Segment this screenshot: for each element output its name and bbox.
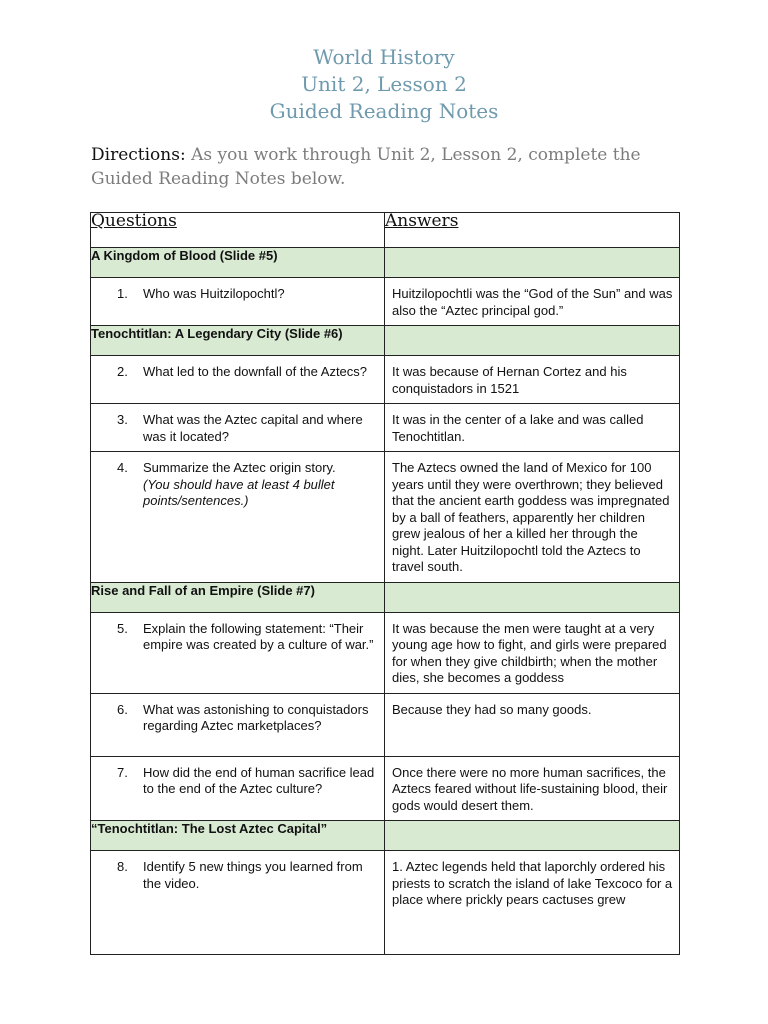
question-number: 5.: [117, 620, 128, 636]
answer-text: Huitzilopochtli was the “God of the Sun” and was also the “Aztec principal god.”: [392, 286, 673, 318]
question-text: Explain the following statement: “Their empire was created by a culture of war.”: [143, 620, 374, 652]
table-row: [91, 756, 680, 821]
answer-text: Once there were no more human sacrifices, the Aztecs feared without life-sustaining blood, their gods would desert them.: [392, 764, 668, 813]
answers-header: Answers: [385, 213, 680, 248]
question-number: 7.: [117, 764, 128, 780]
section-heading-row: [91, 582, 680, 612]
question-cell: [91, 452, 385, 583]
section-answer-blank: [385, 248, 680, 278]
table-header-row: [91, 213, 680, 248]
answer-text: It was in the center of a lake and was called Tenochtitlan.: [392, 412, 644, 444]
question-text: What was the Aztec capital and where was it located?: [143, 412, 363, 444]
question-text: What was astonishing to conquistadors regarding Aztec marketplaces?: [143, 701, 369, 733]
answer-cell[interactable]: [385, 693, 680, 756]
table-row: [91, 693, 680, 756]
directions-text: As you work through Unit 2, Lesson 2, complete the Guided Reading Notes below.: [91, 145, 641, 189]
answer-cell[interactable]: [385, 756, 680, 821]
question-text: Who was Huitzilopochtl?: [143, 286, 285, 301]
question-cell: [91, 404, 385, 452]
question-cell: [91, 756, 385, 821]
table-row: [91, 851, 680, 955]
section-heading: A Kingdom of Blood (Slide #5): [91, 248, 385, 278]
answer-text: It was because the men were taught at a very young age how to fight, and girls were prepared for when they give childbirth; when the mother dies, she becomes a goddess: [392, 620, 667, 685]
section-heading: Rise and Fall of an Empire (Slide #7): [91, 582, 385, 612]
question-cell: [91, 278, 385, 326]
answer-cell[interactable]: [385, 356, 680, 404]
title-line-course: World History: [313, 45, 455, 69]
section-heading-row: [91, 326, 680, 356]
question-cell: [91, 851, 385, 955]
table-row: [91, 278, 680, 326]
answer-text: 1. Aztec legends held that laporchly ordered his priests to scratch the island of lake Texcoco for a place where prickly pears cactuses grew: [392, 859, 673, 907]
section-answer-blank: [385, 326, 680, 356]
directions-label: Directions:: [91, 145, 186, 165]
table-row: [91, 612, 680, 693]
question-cell: [91, 612, 385, 693]
title-line-notes: Guided Reading Notes: [269, 99, 499, 123]
section-heading-row: [91, 821, 680, 851]
question-cell: [91, 693, 385, 756]
section-answer-blank: [385, 821, 680, 851]
answer-cell[interactable]: [385, 404, 680, 452]
question-number: 6.: [117, 701, 128, 717]
table-row: [91, 404, 680, 452]
answer-text: It was because of Hernan Cortez and his conquistadors in 1521: [392, 364, 627, 396]
question-cell: [91, 356, 385, 404]
answer-cell[interactable]: [385, 278, 680, 326]
question-number: 2.: [117, 364, 128, 379]
answer-text: Because they had so many goods.: [392, 701, 592, 717]
question-number: 8.: [117, 859, 128, 874]
directions: [91, 143, 691, 191]
table-row: [91, 356, 680, 404]
guided-notes-table: [90, 212, 680, 955]
section-heading: “Tenochtitlan: The Lost Aztec Capital”: [91, 821, 385, 851]
answer-cell[interactable]: [385, 452, 680, 583]
question-number: 4.: [117, 460, 128, 475]
question-text: Summarize the Aztec origin story.: [143, 460, 336, 475]
answer-text: The Aztecs owned the land of Mexico for 100 years until they were overthrown; they believed that the ancient earth goddess was impregnated by a ball of feathers, apparently her children grew jealous of her a killed her through the night. Later Huitzilopochtl told the Aztecs to travel south.: [392, 460, 670, 574]
document-title: [0, 44, 768, 125]
title-line-unit: Unit 2, Lesson 2: [301, 72, 467, 96]
question-note: (You should have at least 4 bullet points/sentences.): [143, 476, 335, 508]
questions-header: Questions: [91, 213, 385, 248]
question-text: Identify 5 new things you learned from the video.: [143, 859, 363, 891]
table-row: [91, 452, 680, 583]
section-heading-row: [91, 248, 680, 278]
section-heading: Tenochtitlan: A Legendary City (Slide #6): [91, 326, 385, 356]
question-number: 3.: [117, 412, 128, 427]
section-answer-blank: [385, 582, 680, 612]
answer-cell[interactable]: [385, 612, 680, 693]
answer-cell[interactable]: [385, 851, 680, 955]
question-text: How did the end of human sacrifice lead to the end of the Aztec culture?: [143, 764, 375, 796]
question-number: 1.: [117, 286, 128, 301]
question-text: What led to the downfall of the Aztecs?: [143, 364, 368, 379]
